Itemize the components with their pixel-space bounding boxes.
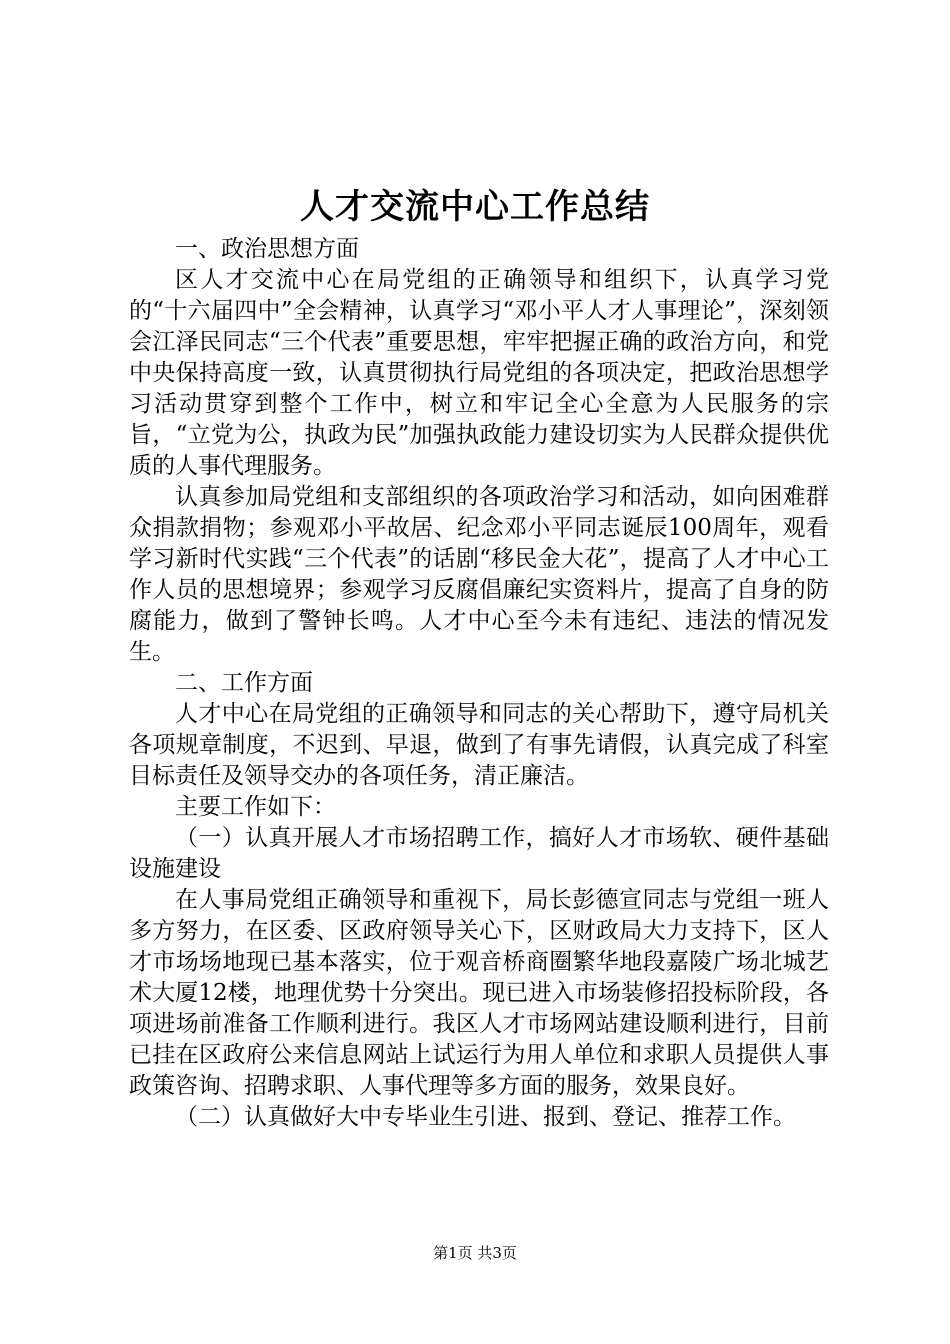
paragraph-main-work-intro: 主要工作如下：	[175, 794, 336, 820]
paragraph-political-activities: 认真参加局党组和支部组织的各项政治学习和活动，如向困难群众捐款捐物；参观邓小平故居、纪念邓小平同志诞辰100周年，观看学习新时代实践“三个代表”的话剧“移民金大花”，提高了人才中心工作人员的思想境界；参观学习反腐倡廉纪实资料片，提高了自身的防腐能力，做到了警钟长鸣。人才中心至今未有违纪、违法的情况发生。	[129, 484, 829, 665]
subheading-graduates: （二）认真做好大中专毕业生引进、报到、登记、推荐工作。	[175, 1104, 796, 1130]
section-heading-politics: 一、政治思想方面	[175, 236, 359, 262]
page-footer: 第1页 共3页	[433, 1244, 517, 1262]
paragraph-talent-market: 在人事局党组正确领导和重视下，局长彭德宣同志与党组一班人多方努力，在区委、区政府领导关心下，区财政局大力支持下，区人才市场场地现已基本落实，位于观音桥商圈繁华地段嘉陵广场北城艺术大厦12楼，地理优势十分突出。现已进入市场装修招投标阶段，各项进场前准备工作顺利进行。我区人才市场网站建设顺利进行，目前已挂在区政府公来信息网站上试运行为用人单位和求职人员提供人事政策咨询、招聘求职、人事代理等多方面的服务，效果良好。	[129, 887, 829, 1099]
document-title: 人才交流中心工作总结	[300, 187, 650, 227]
paragraph-work-discipline: 人才中心在局党组的正确领导和同志的关心帮助下，遵守局机关各项规章制度，不迟到、早退，做到了有事先请假，认真完成了科室目标责任及领导交办的各项任务，清正廉洁。	[129, 701, 829, 789]
document-body	[129, 234, 829, 1133]
section-heading-work: 二、工作方面	[175, 670, 313, 696]
paragraph-politics-study: 区人才交流中心在局党组的正确领导和组织下，认真学习党的“十六届四中”全会精神，认真学习“邓小平人才人事理论”，深刻领会江泽民同志“三个代表”重要思想，牢牢把握正确的政治方向，和党中央保持高度一致，认真贯彻执行局党组的各项决定，把政治思想学习活动贯穿到整个工作中，树立和牢记全心全意为人民服务的宗旨，“立党为公，执政为民”加强执政能力建设切实为人民群众提供优质的人事代理服务。	[129, 267, 829, 479]
subheading-recruitment: （一）认真开展人才市场招聘工作，搞好人才市场软、硬件基础设施建设	[129, 825, 829, 882]
